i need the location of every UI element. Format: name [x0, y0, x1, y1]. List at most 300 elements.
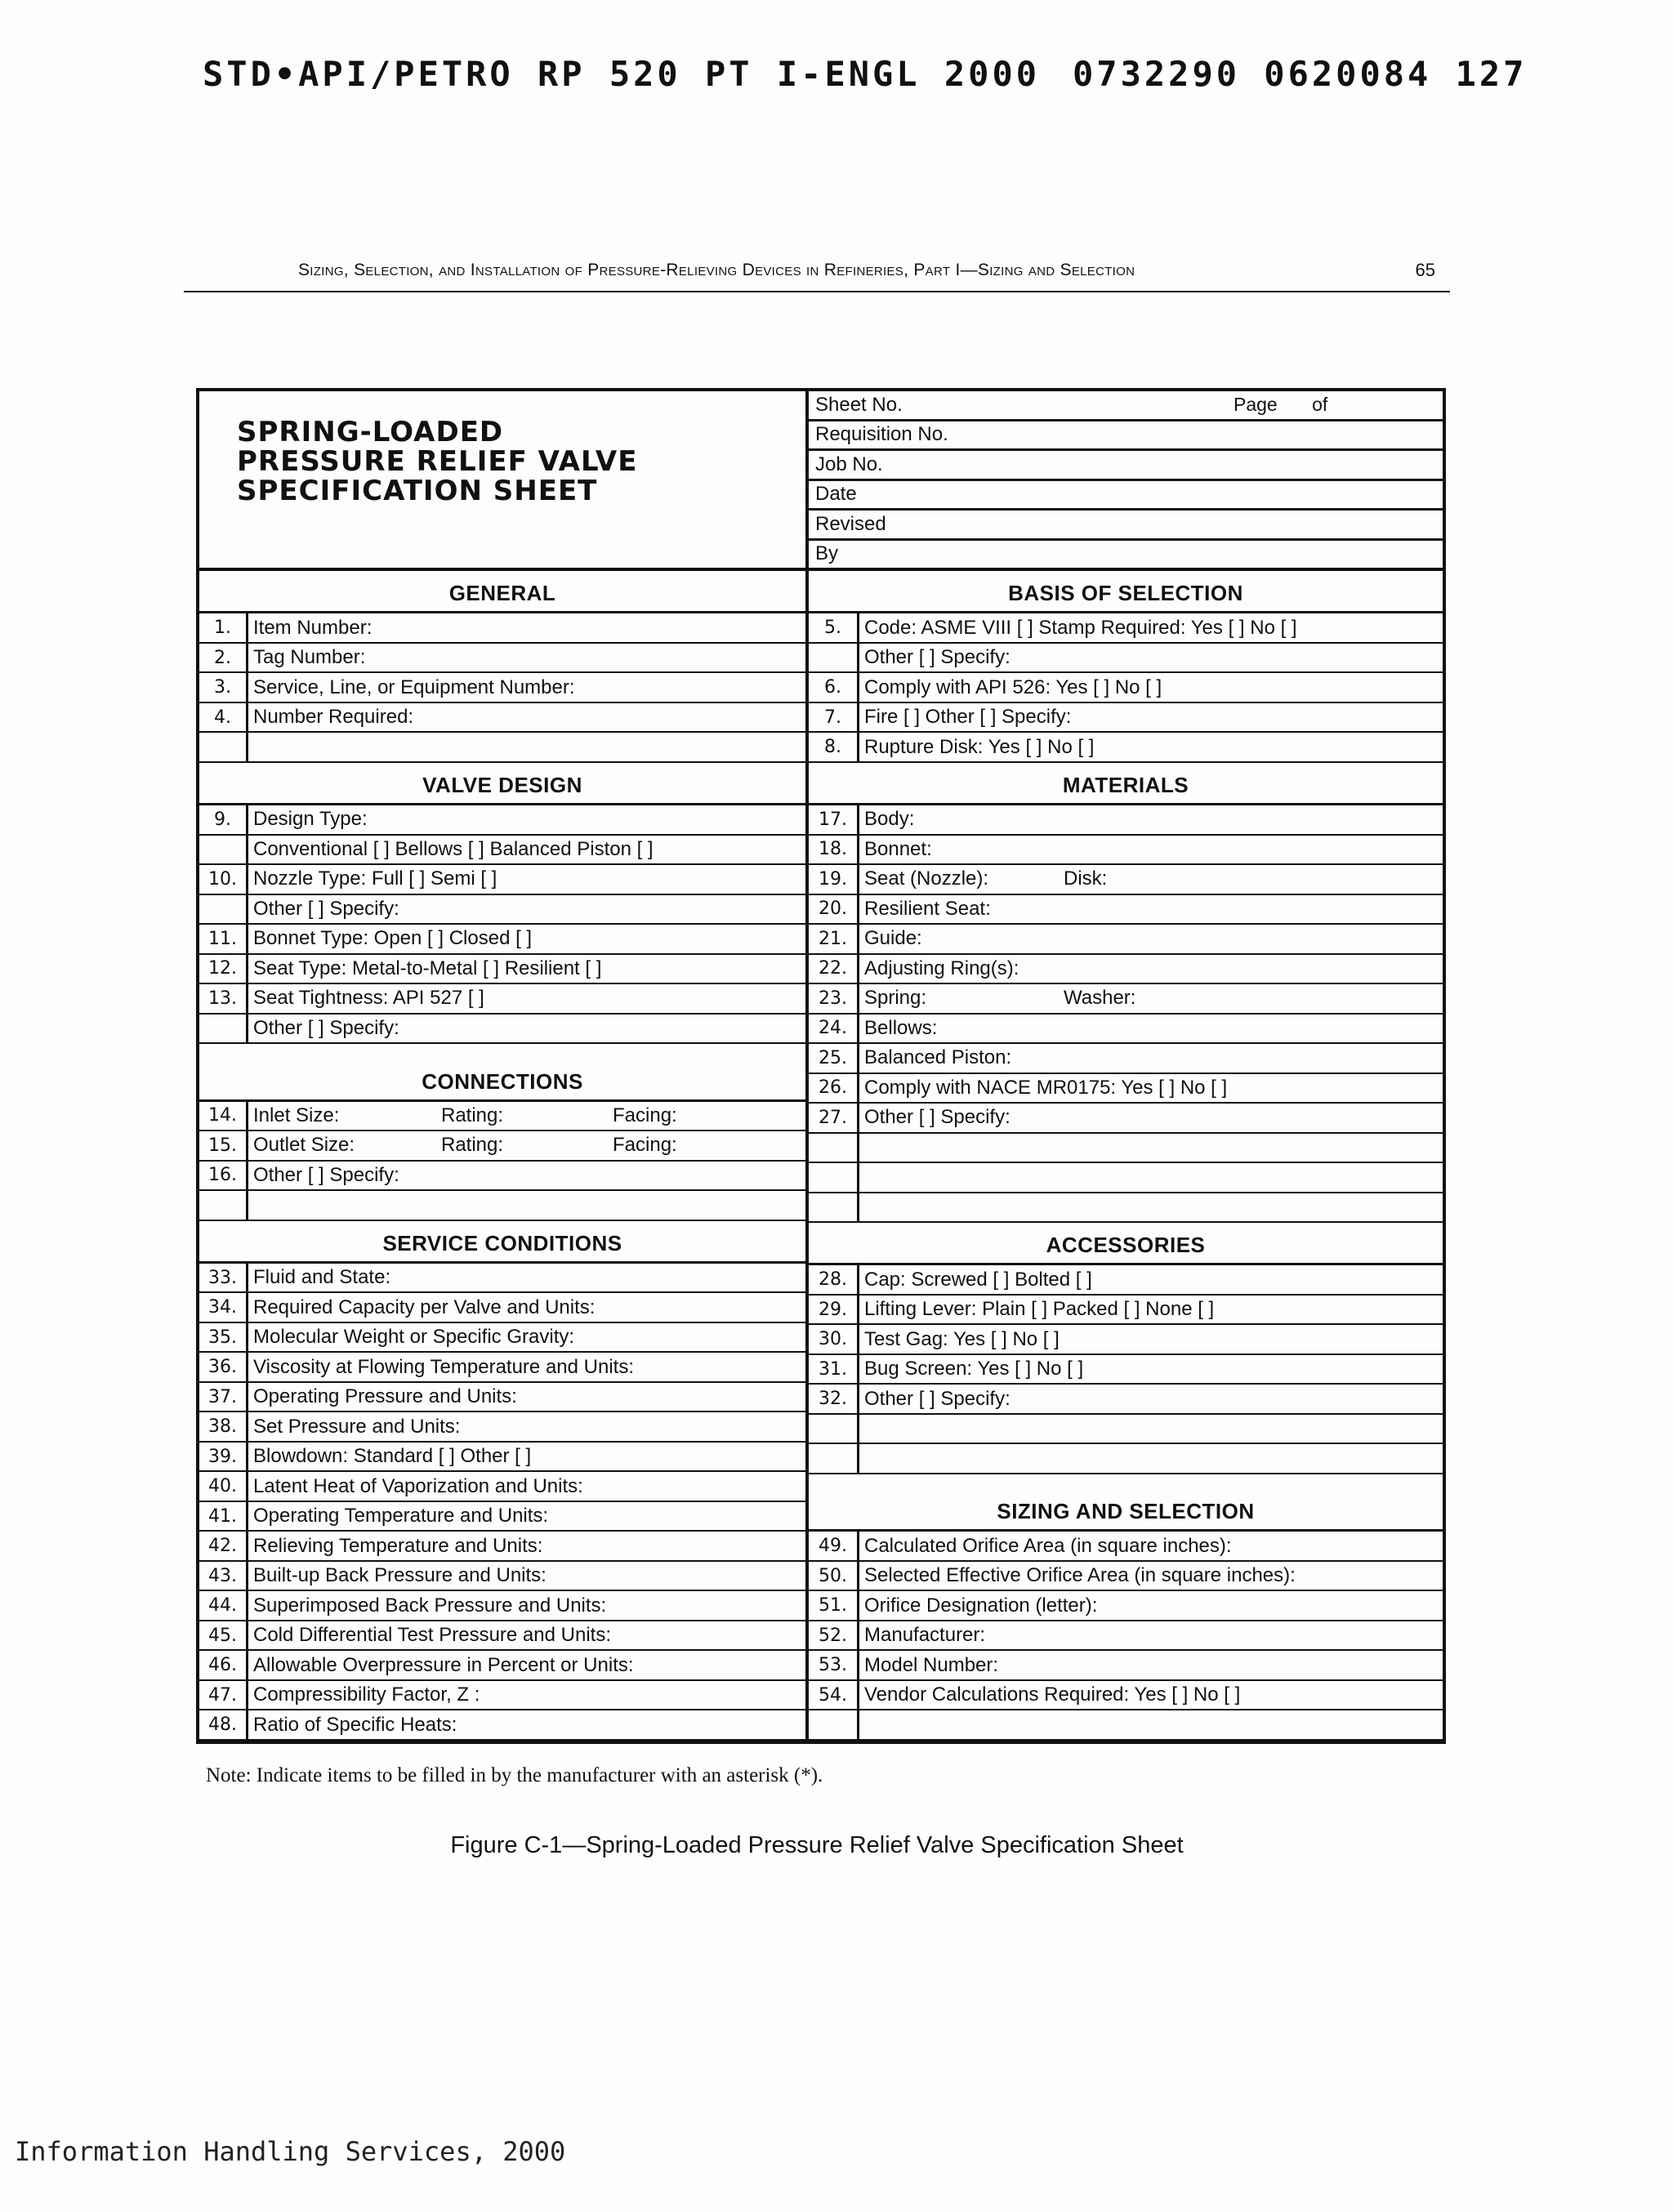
item-text: Adjusting Ring(s):: [864, 957, 1019, 979]
header-fields: [809, 391, 1443, 568]
item-label: [248, 1323, 805, 1352]
item-text: Seat Tightness: API 527 [ ]: [253, 987, 484, 1010]
item-text: Orifice Designation (letter):: [864, 1594, 1098, 1617]
sheet-no-field[interactable]: [809, 391, 1443, 421]
form-row[interactable]: [199, 1102, 805, 1132]
item-number: 50.: [809, 1562, 859, 1590]
item-number: 40.: [199, 1472, 248, 1501]
item-label: [859, 895, 1443, 924]
form-row[interactable]: [809, 1104, 1443, 1134]
item-label: [248, 1443, 805, 1471]
form-row[interactable]: [809, 955, 1443, 985]
item-label: [859, 1074, 1443, 1103]
item-number: 12.: [199, 955, 248, 983]
item-text: Other [ ] Specify:: [864, 1106, 1010, 1129]
form-row[interactable]: [809, 613, 1443, 644]
date-field[interactable]: [809, 481, 1443, 511]
item-label: [248, 703, 805, 732]
item-text: Lifting Lever: Plain [ ] Packed [ ] None [ ]: [864, 1298, 1215, 1321]
item-number: 19.: [809, 865, 859, 894]
item-number: 53.: [809, 1651, 859, 1679]
form-row[interactable]: [809, 1651, 1443, 1681]
item-number: [199, 1191, 248, 1220]
item-label: [248, 733, 805, 761]
item-text: Calculated Orifice Area (in square inches):: [864, 1534, 1232, 1557]
item-label: [248, 1472, 805, 1501]
form-row[interactable]: [199, 865, 805, 895]
item-text: Manufacturer:: [864, 1624, 986, 1647]
item-number: 8.: [809, 733, 859, 761]
form-row[interactable]: [809, 1532, 1443, 1562]
form-row[interactable]: [199, 1383, 805, 1413]
item-text: Comply with API 526: Yes [ ] No [ ]: [864, 676, 1162, 698]
form-row[interactable]: [199, 895, 805, 925]
item-number: 44.: [199, 1591, 248, 1620]
connection-field-label: Other [ ] Specify:: [253, 1163, 399, 1186]
item-label: [859, 1163, 1443, 1192]
sheet-title-line: SPRING-LOADED: [237, 416, 504, 448]
item-label: [248, 865, 805, 894]
item-label: [248, 1383, 805, 1411]
form-row[interactable]: [809, 1296, 1443, 1326]
form-row[interactable]: [809, 1044, 1443, 1074]
item-text: Bug Screen: Yes [ ] No [ ]: [864, 1358, 1084, 1380]
form-row[interactable]: [199, 1293, 805, 1323]
field-label: Job No.: [815, 453, 883, 475]
item-number: 22.: [809, 955, 859, 983]
item-label: [859, 1651, 1443, 1679]
item-text: Set Pressure and Units:: [253, 1415, 461, 1438]
form-row[interactable]: [809, 865, 1443, 895]
item-text: Superimposed Back Pressure and Units:: [253, 1594, 607, 1617]
item-text: Other [ ] Specify:: [864, 1387, 1010, 1410]
item-extra-text: Washer:: [1064, 987, 1136, 1010]
item-number: 34.: [199, 1293, 248, 1322]
item-text: Built-up Back Pressure and Units:: [253, 1564, 547, 1587]
item-label: [859, 1444, 1443, 1473]
item-number: 16.: [199, 1162, 248, 1190]
item-text: Cap: Screwed [ ] Bolted [ ]: [864, 1268, 1092, 1291]
item-text: Service, Line, or Equipment Number:: [253, 676, 575, 698]
form-row[interactable]: [199, 1264, 805, 1294]
form-row[interactable]: [199, 836, 805, 866]
footer-text: Information Handling Services, 2000: [15, 2136, 566, 2167]
by-field[interactable]: [809, 541, 1443, 569]
item-label: [859, 1562, 1443, 1590]
form-row[interactable]: [199, 703, 805, 734]
item-label: [859, 1044, 1443, 1073]
item-label: [248, 805, 805, 834]
item-number: 7.: [809, 703, 859, 732]
form-row[interactable]: [809, 805, 1443, 836]
form-row[interactable]: [199, 1502, 805, 1532]
item-label: [859, 984, 1443, 1013]
item-text: Ratio of Specific Heats:: [253, 1713, 457, 1736]
field-label: Revised: [815, 512, 886, 535]
item-number: 11.: [199, 925, 248, 953]
item-number: [199, 1015, 248, 1043]
sheet-title-line: SPECIFICATION SHEET: [237, 475, 598, 507]
item-number: 29.: [809, 1296, 859, 1324]
form-row[interactable]: [809, 673, 1443, 703]
page-number: 65: [1415, 260, 1435, 280]
item-label: [859, 703, 1443, 732]
form-row[interactable]: [809, 925, 1443, 955]
section-header-service-conditions: SERVICE CONDITIONS: [199, 1221, 805, 1264]
note-text: Note: Indicate items to be filled in by the manufacturer with an asterisk (*).: [206, 1764, 823, 1786]
item-text: Allowable Overpressure in Percent or Units:: [253, 1653, 634, 1676]
item-label: [859, 1385, 1443, 1413]
item-number: 41.: [199, 1502, 248, 1531]
sheet-title-line: PRESSURE RELIEF VALVE: [237, 445, 638, 478]
connection-field-label: Rating:: [441, 1134, 504, 1157]
item-label: [859, 733, 1443, 761]
item-number: 21.: [809, 925, 859, 953]
item-text: Relieving Temperature and Units:: [253, 1534, 543, 1557]
requisition-no-field[interactable]: [809, 421, 1443, 452]
item-label: [248, 1621, 805, 1650]
item-label: [248, 1102, 805, 1131]
form-row[interactable]: [199, 925, 805, 955]
item-number: [809, 1444, 859, 1473]
item-number: 51.: [809, 1591, 859, 1620]
form-row[interactable]: [809, 1074, 1443, 1104]
item-label: [248, 955, 805, 983]
form-row[interactable]: [199, 805, 805, 836]
item-text: Item Number:: [253, 616, 373, 639]
section-header-valve-design: VALVE DESIGN: [199, 763, 805, 805]
item-number: 3.: [199, 673, 248, 702]
section-header-materials: MATERIALS: [809, 763, 1443, 805]
item-number: 31.: [809, 1355, 859, 1384]
item-text: Spring:: [864, 987, 927, 1010]
item-label: [859, 1355, 1443, 1384]
item-number: 43.: [199, 1562, 248, 1590]
item-number: [809, 1415, 859, 1443]
item-number: 28.: [809, 1265, 859, 1294]
item-label: [248, 1015, 805, 1043]
item-number: 27.: [809, 1104, 859, 1132]
item-text: Resilient Seat:: [864, 897, 991, 920]
form-row[interactable]: [809, 644, 1443, 674]
item-number: 38.: [199, 1412, 248, 1441]
item-label: [859, 1296, 1443, 1324]
form-row[interactable]: [809, 1444, 1443, 1474]
form-row[interactable]: [809, 1385, 1443, 1415]
item-number: 9.: [199, 805, 248, 834]
connection-field-label: Facing:: [613, 1134, 677, 1157]
item-label: [248, 1353, 805, 1381]
form-row[interactable]: [199, 1162, 805, 1192]
item-text: Other [ ] Specify:: [253, 897, 399, 920]
section-header-sizing-and-selection: SIZING AND SELECTION: [809, 1474, 1443, 1532]
item-label: [248, 1293, 805, 1322]
item-number: 24.: [809, 1015, 859, 1043]
item-text: Tag Number:: [253, 646, 366, 669]
form-row[interactable]: [199, 1710, 805, 1741]
item-number: 32.: [809, 1385, 859, 1413]
item-text: Operating Temperature and Units:: [253, 1505, 549, 1527]
item-text: Conventional [ ] Bellows [ ] Balanced Piston [ ]: [253, 837, 654, 860]
item-label: [248, 644, 805, 672]
item-label: [859, 644, 1443, 672]
item-label: [248, 673, 805, 702]
form-row[interactable]: [199, 1015, 805, 1045]
connection-field-label: Inlet Size:: [253, 1104, 340, 1126]
item-label: [859, 1193, 1443, 1222]
revised-field[interactable]: [809, 511, 1443, 541]
document-id-part1: STD•API/PETRO RP 520 PT I-ENGL 2000: [203, 53, 1041, 94]
item-text: Fire [ ] Other [ ] Specify:: [864, 706, 1072, 729]
item-label: [248, 1562, 805, 1590]
form-row[interactable]: [199, 1532, 805, 1562]
item-number: 2.: [199, 644, 248, 672]
item-number: 49.: [809, 1532, 859, 1560]
form-row[interactable]: [199, 1472, 805, 1502]
item-number: 46.: [199, 1651, 248, 1679]
form-row[interactable]: [809, 836, 1443, 866]
form-row[interactable]: [199, 1131, 805, 1162]
form-row[interactable]: [199, 984, 805, 1015]
form-row[interactable]: [199, 1591, 805, 1621]
item-text: Balanced Piston:: [864, 1046, 1012, 1069]
item-text: Required Capacity per Valve and Units:: [253, 1296, 596, 1318]
running-head-title: Sizing, Selection, and Installation of Pressure-Relieving Devices in Refineries, Part I—Sizing and Selection: [298, 261, 1135, 279]
form-row[interactable]: [199, 1443, 805, 1473]
item-label: [859, 1265, 1443, 1294]
form-row[interactable]: [809, 895, 1443, 925]
item-number: 42.: [199, 1532, 248, 1560]
form-row[interactable]: [199, 1323, 805, 1354]
item-number: 37.: [199, 1383, 248, 1411]
item-number: [809, 1710, 859, 1739]
item-number: 4.: [199, 703, 248, 732]
item-number: 14.: [199, 1102, 248, 1131]
section-header-basis-of-selection: BASIS OF SELECTION: [809, 571, 1443, 613]
item-label: [248, 1591, 805, 1620]
form-row[interactable]: [199, 1651, 805, 1681]
item-label: [859, 1710, 1443, 1739]
item-label: [248, 1264, 805, 1292]
section-header-connections: CONNECTIONS: [199, 1044, 805, 1102]
item-text: Vendor Calculations Required: Yes [ ] No [ ]: [864, 1684, 1241, 1706]
item-label: [859, 1104, 1443, 1132]
item-number: 26.: [809, 1074, 859, 1103]
item-label: [859, 865, 1443, 894]
item-text: Molecular Weight or Specific Gravity:: [253, 1326, 575, 1349]
item-label: [859, 673, 1443, 702]
form-row[interactable]: [809, 1163, 1443, 1193]
field-label: Sheet No.: [815, 393, 903, 416]
right-column: [809, 571, 1443, 1741]
item-number: [199, 895, 248, 924]
item-text: Cold Differential Test Pressure and Units:: [253, 1624, 611, 1647]
item-label: [248, 1532, 805, 1560]
item-number: 10.: [199, 865, 248, 894]
item-label: [859, 1325, 1443, 1354]
item-number: 39.: [199, 1443, 248, 1471]
item-label: [859, 1015, 1443, 1043]
form-row[interactable]: [809, 1193, 1443, 1224]
item-label: [859, 1591, 1443, 1620]
section-header-accessories: ACCESSORIES: [809, 1223, 1443, 1265]
item-number: 25.: [809, 1044, 859, 1073]
form-row[interactable]: [199, 955, 805, 985]
item-label: [248, 1412, 805, 1441]
item-text: Test Gag: Yes [ ] No [ ]: [864, 1327, 1060, 1350]
document-id-part2: 0732290 0620084 127: [1073, 53, 1528, 94]
item-number: 45.: [199, 1621, 248, 1650]
item-label: [248, 1191, 805, 1220]
item-label: [248, 1162, 805, 1190]
item-text: Model Number:: [864, 1653, 999, 1676]
item-number: 33.: [199, 1264, 248, 1292]
item-number: 17.: [809, 805, 859, 834]
item-text: Bonnet:: [864, 837, 932, 860]
form-row[interactable]: [809, 1591, 1443, 1621]
connection-field-label: Outlet Size:: [253, 1134, 355, 1157]
item-number: 35.: [199, 1323, 248, 1352]
field-label: By: [815, 542, 839, 565]
item-number: 47.: [199, 1681, 248, 1710]
item-number: [809, 1193, 859, 1222]
item-number: [199, 733, 248, 761]
item-number: 6.: [809, 673, 859, 702]
form-row[interactable]: [199, 673, 805, 703]
item-text: Compressibility Factor, Z :: [253, 1684, 480, 1706]
item-text: Other [ ] Specify:: [864, 646, 1010, 669]
item-number: [809, 1134, 859, 1162]
page-label: Page: [1234, 394, 1278, 416]
item-text: Fluid and State:: [253, 1266, 391, 1289]
sheet-header: [199, 391, 1443, 571]
item-number: 1.: [199, 613, 248, 642]
item-label: [248, 613, 805, 642]
item-number: 48.: [199, 1710, 248, 1739]
form-row[interactable]: [199, 733, 805, 763]
item-number: 30.: [809, 1325, 859, 1354]
item-text: Guide:: [864, 927, 922, 950]
item-text: Nozzle Type: Full [ ] Semi [ ]: [253, 867, 497, 890]
connection-field-label: Facing:: [613, 1104, 677, 1126]
form-row[interactable]: [809, 1621, 1443, 1652]
form-row[interactable]: [809, 1355, 1443, 1385]
form-row[interactable]: [809, 703, 1443, 734]
form-row[interactable]: [809, 1415, 1443, 1445]
item-text: Operating Pressure and Units:: [253, 1385, 517, 1408]
form-row[interactable]: [809, 1325, 1443, 1355]
field-label: Requisition No.: [815, 423, 948, 446]
item-text: Bellows:: [864, 1016, 938, 1039]
item-number: 15.: [199, 1131, 248, 1160]
left-column: [199, 571, 809, 1741]
form-row[interactable]: [199, 644, 805, 674]
item-label: [859, 1681, 1443, 1710]
item-number: [809, 644, 859, 672]
form-row[interactable]: [809, 984, 1443, 1015]
item-number: 13.: [199, 984, 248, 1013]
item-label: [859, 1134, 1443, 1162]
document-id: [203, 49, 1528, 98]
item-label: [859, 1415, 1443, 1443]
item-number: 36.: [199, 1353, 248, 1381]
item-number: 5.: [809, 613, 859, 642]
form-row[interactable]: [809, 1710, 1443, 1741]
item-text: Code: ASME VIII [ ] Stamp Required: Yes [ ] No [ ]: [864, 616, 1297, 639]
page-of-label: [1234, 394, 1327, 416]
item-number: 23.: [809, 984, 859, 1013]
item-label: [248, 1710, 805, 1739]
running-head: [184, 250, 1450, 292]
item-extra-text: Disk:: [1064, 867, 1108, 890]
item-label: [859, 836, 1443, 864]
item-text: Selected Effective Orifice Area (in square inches):: [864, 1564, 1296, 1587]
item-number: [809, 1163, 859, 1192]
item-number: [199, 836, 248, 864]
form-row[interactable]: [199, 1562, 805, 1592]
item-label: [859, 1621, 1443, 1650]
form-row[interactable]: [199, 1621, 805, 1652]
item-text: Latent Heat of Vaporization and Units:: [253, 1474, 583, 1497]
form-row[interactable]: [809, 1134, 1443, 1164]
item-label: [859, 955, 1443, 983]
item-label: [859, 805, 1443, 834]
form-row[interactable]: [199, 1681, 805, 1711]
form-row[interactable]: [199, 1353, 805, 1383]
item-label: [248, 1502, 805, 1531]
field-label: Date: [815, 483, 857, 506]
item-text: Number Required:: [253, 706, 414, 729]
specification-sheet: [196, 388, 1446, 1744]
sheet-title: [199, 391, 809, 568]
form-row[interactable]: [809, 1265, 1443, 1296]
form-row[interactable]: [809, 1562, 1443, 1592]
item-label: [859, 925, 1443, 953]
item-label: [248, 895, 805, 924]
form-row[interactable]: [199, 613, 805, 644]
form-row[interactable]: [809, 1681, 1443, 1711]
item-label: [248, 1681, 805, 1710]
item-label: [859, 1532, 1443, 1560]
item-text: Bonnet Type: Open [ ] Closed [ ]: [253, 927, 533, 950]
form-row[interactable]: [199, 1412, 805, 1443]
job-no-field[interactable]: [809, 451, 1443, 481]
of-label: of: [1312, 394, 1328, 416]
item-number: 20.: [809, 895, 859, 924]
item-label: [248, 836, 805, 864]
item-text: Viscosity at Flowing Temperature and Units:: [253, 1355, 634, 1378]
form-row[interactable]: [809, 1015, 1443, 1045]
item-text: Seat (Nozzle):: [864, 867, 989, 890]
item-number: 54.: [809, 1681, 859, 1710]
figure-caption: Figure C-1—Spring-Loaded Pressure Relief Valve Specification Sheet: [450, 1832, 1184, 1858]
item-text: Other [ ] Specify:: [253, 1016, 399, 1039]
item-label: [248, 984, 805, 1013]
item-text: Design Type:: [253, 808, 368, 831]
item-label: [248, 1651, 805, 1679]
item-number: 52.: [809, 1621, 859, 1650]
form-row[interactable]: [199, 1191, 805, 1221]
item-number: 18.: [809, 836, 859, 864]
item-label: [859, 613, 1443, 642]
form-row[interactable]: [809, 733, 1443, 763]
connection-field-label: Rating:: [441, 1104, 504, 1126]
item-text: Blowdown: Standard [ ] Other [ ]: [253, 1445, 532, 1468]
section-header-general: GENERAL: [199, 571, 805, 613]
item-text: Comply with NACE MR0175: Yes [ ] No [ ]: [864, 1076, 1228, 1099]
item-label: [248, 1131, 805, 1160]
item-text: Seat Type: Metal-to-Metal [ ] Resilient [ ]: [253, 957, 602, 979]
